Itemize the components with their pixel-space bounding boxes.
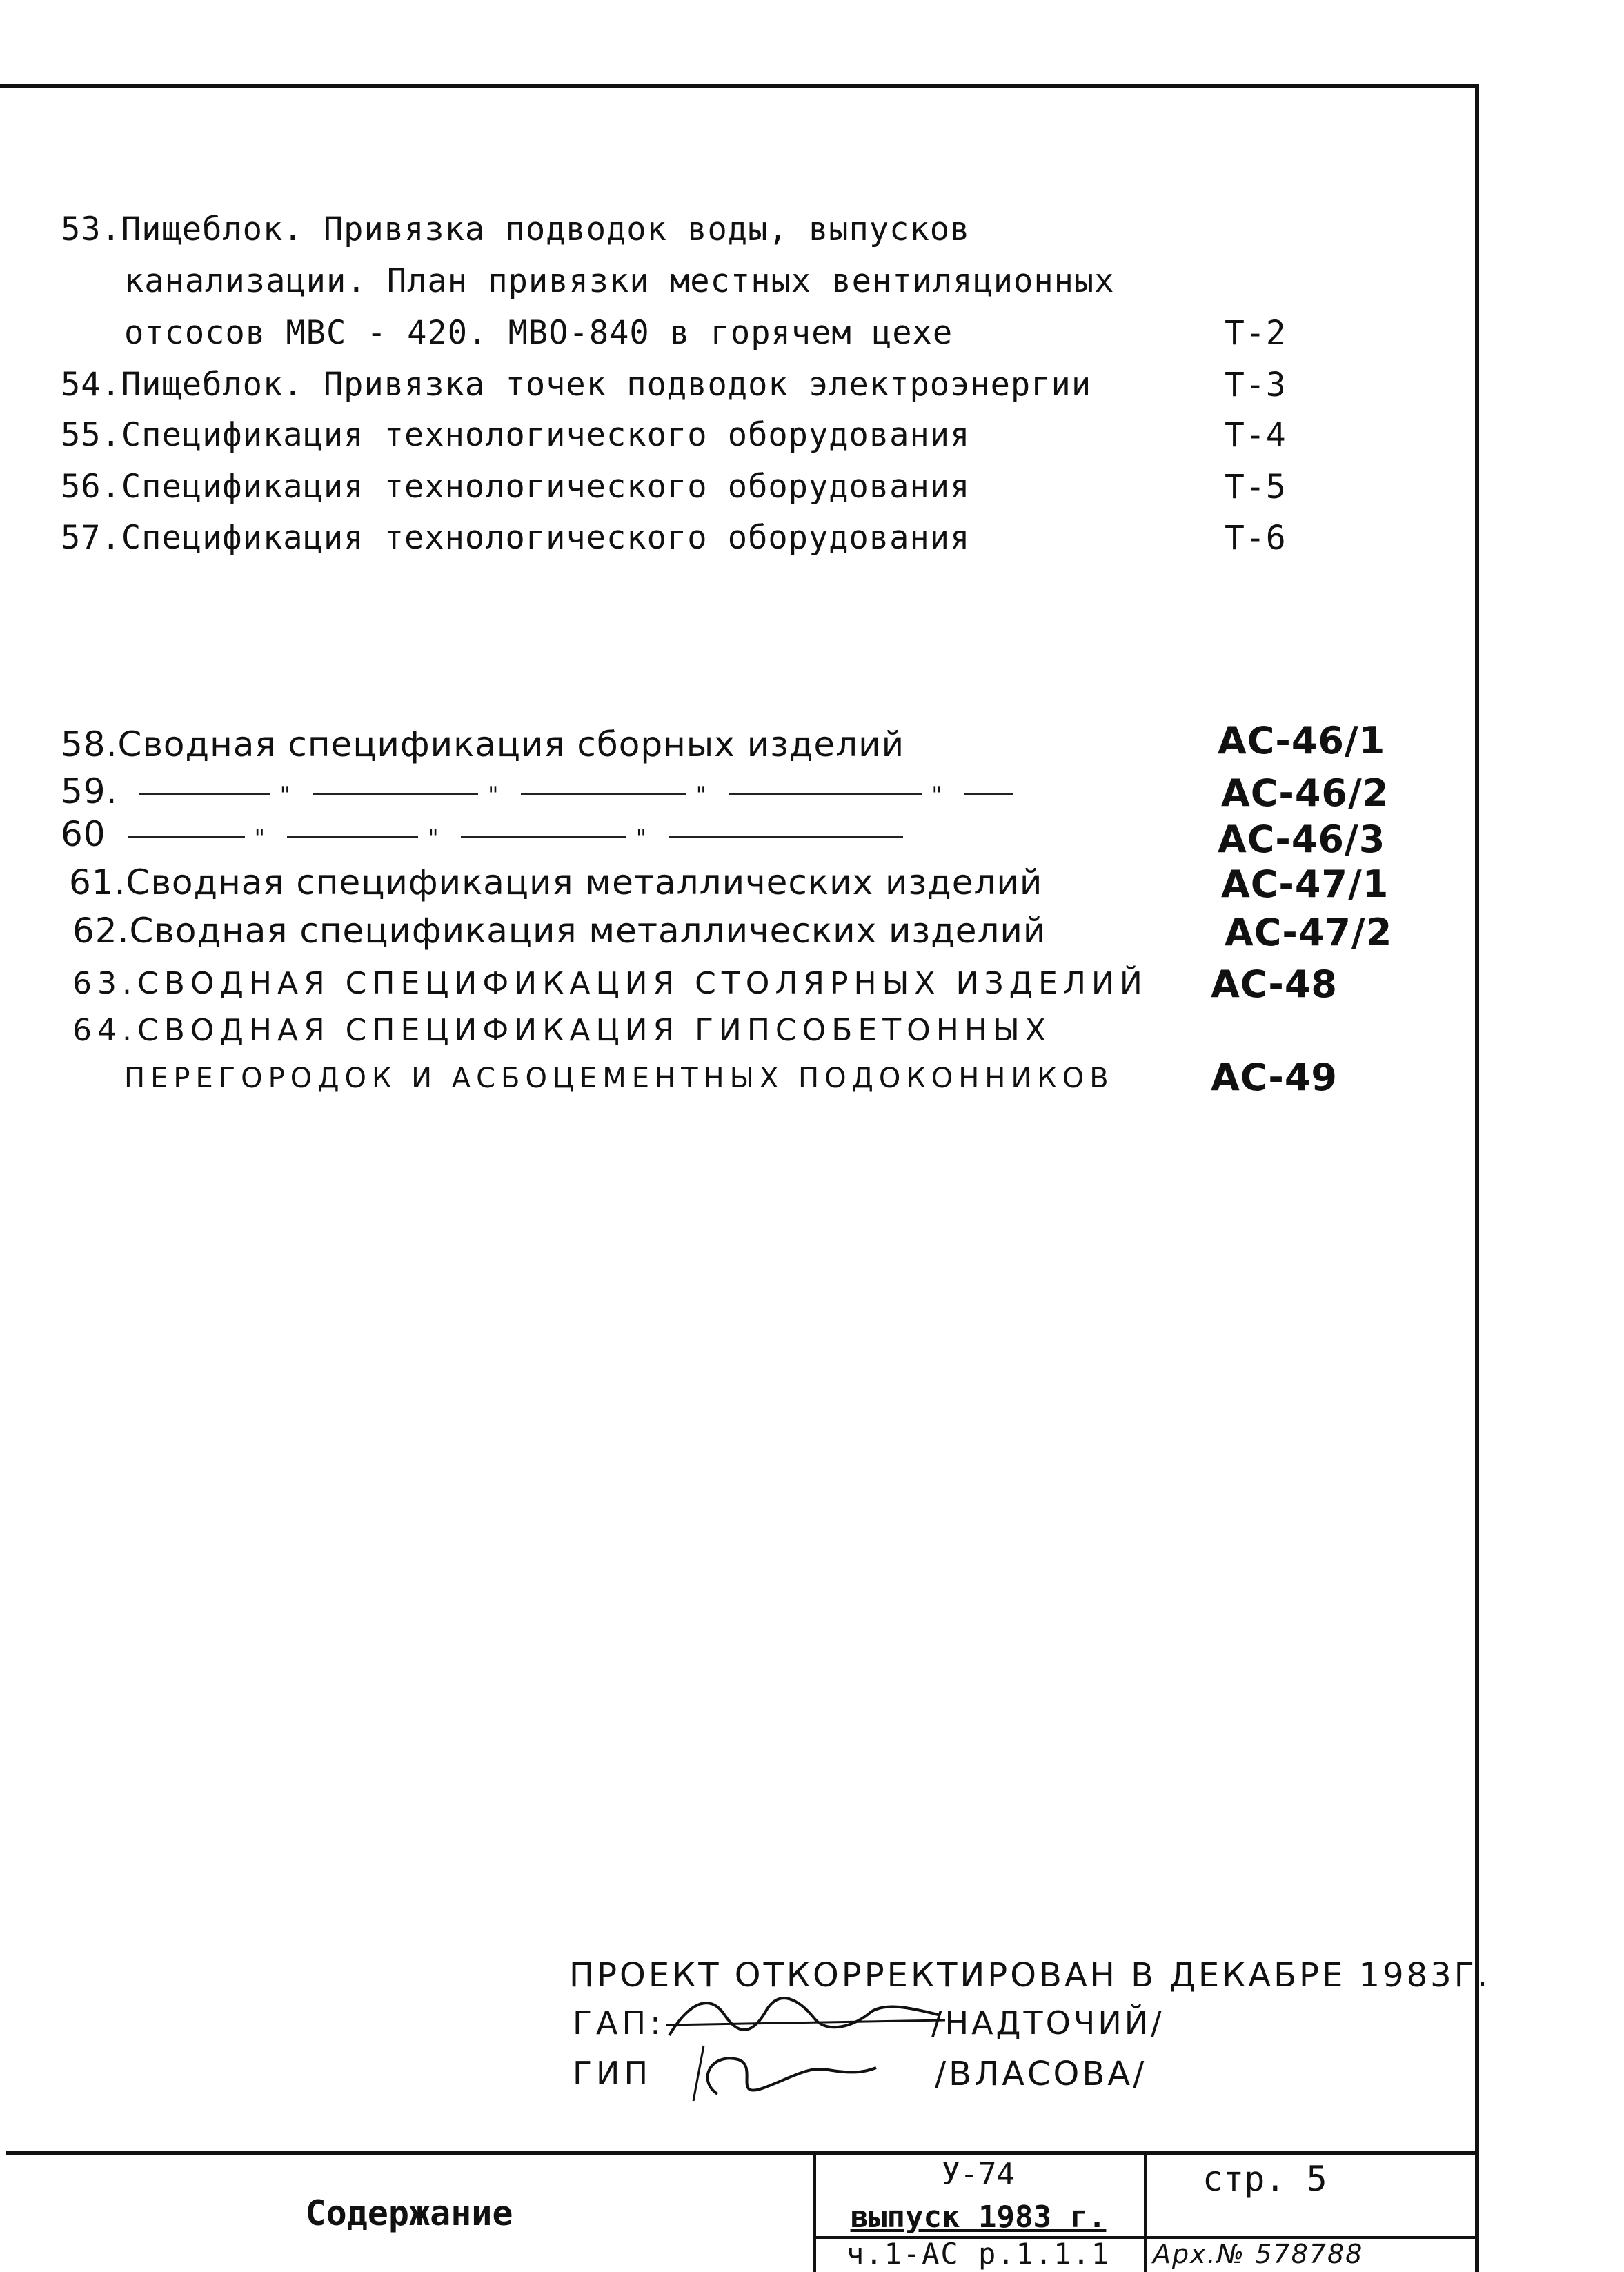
page-number: стр. 5 [1202,2159,1327,2199]
item-number: 53. [61,210,121,248]
ditto-line [964,793,1013,795]
sheet-code: Т-3 [1225,366,1287,404]
title-block [6,2151,1475,2272]
ditto-mark: " [695,782,708,809]
gip-label: ГИП [573,2055,653,2092]
item-number: 59. [61,771,118,811]
list-item-continuation [124,314,953,352]
item-number: 54. [61,366,121,404]
gap-label: ГАП: [573,2004,665,2042]
ditto-mark: " [487,782,499,809]
sheet-title: Содержание [305,2193,513,2233]
sheet-code: АС-46/1 [1218,719,1386,762]
list-item [61,814,913,854]
ditto-line [287,836,418,838]
item-title: Спецификация технологического оборудования [121,416,971,454]
list-item [69,862,1042,902]
item-title: СВОДНАЯ СПЕЦИФИКАЦИЯ СТОЛЯРНЫХ ИЗДЕЛИЙ [137,966,1148,1001]
item-title: канализации. План привязки местных вентиляционных [124,262,1115,300]
ditto-line [313,793,478,795]
list-item-continuation [124,1063,1114,1094]
sheet-code: АС-46/2 [1221,771,1389,815]
item-number: 60 [61,814,106,854]
list-item [72,911,1046,951]
list-item [61,210,970,248]
item-title: Сводная спецификация сборных изделий [117,724,905,764]
issue-year: выпуск 1983 г. [850,2200,1107,2235]
sheet-code: АС-47/1 [1221,862,1389,906]
item-title: Сводная спецификация металлических изделий [126,862,1043,902]
ditto-line [729,793,922,795]
sheet-code: АС-48 [1211,962,1338,1006]
item-number: 61. [69,862,126,902]
item-number: 57. [61,519,121,557]
correction-note: ПРОЕКТ ОТКОРРЕКТИРОВАН В ДЕКАБРЕ 1983Г. [569,1956,1491,1995]
ditto-line [128,836,245,838]
ditto-line [669,836,903,838]
list-item-continuation [124,262,1115,300]
ditto-mark: " [279,782,292,809]
item-title: Спецификация технологического оборудования [121,519,971,557]
list-item [61,771,1022,811]
item-title: ПЕРЕГОРОДОК И АСБОЦЕМЕНТНЫХ ПОДОКОННИКОВ [124,1063,1114,1094]
list-item [61,366,1091,404]
item-title: СВОДНАЯ СПЕЦИФИКАЦИЯ ГИПСОБЕТОННЫХ [137,1013,1051,1048]
ditto-line [139,793,270,795]
ditto-mark: " [635,824,648,852]
list-item [72,1013,1051,1048]
part-section: ч.1-АС р.1.1.1 [846,2237,1110,2271]
ditto-mark: " [428,824,439,852]
archive-number: Арх.№ 578788 [1153,2239,1364,2269]
gip-name: /ВЛАСОВА/ [935,2055,1147,2093]
item-number: 64. [72,1013,137,1048]
gap-name: /НАДТОЧИЙ/ [931,2004,1165,2042]
sheet-code: Т-4 [1225,416,1287,455]
series-code: У-74 [942,2157,1015,2192]
item-title: отсосов МВС - 420. МВО-840 в горячем цехе [124,314,953,352]
gip-signature [690,2039,883,2108]
sheet-code: АС-46/3 [1218,818,1386,861]
item-title: Пищеблок. Привязка точек подводок электроэнергии [121,366,1092,404]
list-item [61,519,970,557]
ditto-line [521,793,686,795]
list-item [61,416,970,454]
sheet-code: Т-5 [1225,468,1287,506]
item-title: Пищеблок. Привязка подводок воды, выпусков [121,210,971,248]
sheet-code: АС-49 [1211,1056,1338,1099]
list-item [61,468,970,506]
ditto-mark: " [254,824,266,852]
item-title: Спецификация технологического оборудования [121,468,971,506]
sheet-code: АС-47/2 [1225,911,1393,954]
sheet-code: Т-6 [1225,519,1287,557]
list-item [61,724,904,764]
list-item [72,966,1148,1001]
item-number: 56. [61,468,121,506]
drawing-frame [6,84,1479,2272]
item-number: 55. [61,416,121,454]
item-number: 63. [72,966,137,1001]
item-number: 58. [61,724,118,764]
sheet-code: Т-2 [1225,314,1287,353]
ditto-line [461,836,626,838]
item-title: Сводная спецификация металлических изделий [129,911,1047,951]
item-number: 62. [72,911,130,951]
ditto-mark: " [931,782,943,809]
